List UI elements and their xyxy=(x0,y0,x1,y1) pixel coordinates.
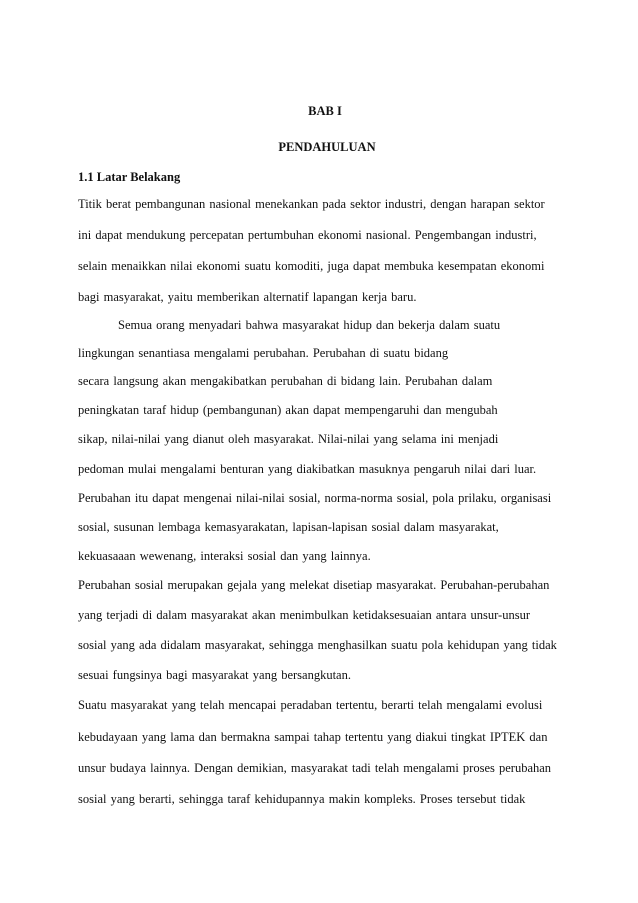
paragraph-line: sosial, susunan lembaga kemasyarakatan, lapisan-lapisan sosial dalam masyarakat, xyxy=(78,520,499,534)
section-heading: 1.1 Latar Belakang xyxy=(78,170,181,184)
chapter-number: BAB I xyxy=(308,104,342,118)
paragraph-line: Perubahan sosial merupakan gejala yang melekat disetiap masyarakat. Perubahan-perubahan xyxy=(78,578,550,592)
paragraph-line: Suatu masyarakat yang telah mencapai peradaban tertentu, berarti telah mengalami evolusi xyxy=(78,698,543,712)
paragraph-line: pedoman mulai mengalami benturan yang diakibatkan masuknya pengaruh nilai dari luar. xyxy=(78,462,537,476)
paragraph-line: kekuasaaan wewenang, interaksi sosial dan yang lainnya. xyxy=(78,549,371,563)
paragraph-line: sesuai fungsinya bagi masyarakat yang bersangkutan. xyxy=(78,668,351,682)
paragraph-line: Perubahan itu dapat mengenai nilai-nilai sosial, norma-norma sosial, pola prilaku, organisasi xyxy=(78,491,552,505)
paragraph-line: lingkungan senantiasa mengalami perubahan. Perubahan di suatu bidang xyxy=(78,346,449,360)
paragraph-line: Titik berat pembangunan nasional menekankan pada sektor industri, dengan harapan sektor xyxy=(78,197,545,211)
paragraph-line: peningkatan taraf hidup (pembangunan) akan dapat mempengaruhi dan mengubah xyxy=(78,403,498,417)
paragraph-line: ini dapat mendukung percepatan pertumbuhan ekonomi nasional. Pengembangan industri, xyxy=(78,228,537,242)
paragraph-line: kebudayaan yang lama dan bermakna sampai tahap tertentu yang diakui tingkat IPTEK dan xyxy=(78,730,548,744)
paragraph-line: selain menaikkan nilai ekonomi suatu komoditi, juga dapat membuka kesempatan ekonomi xyxy=(78,259,545,273)
paragraph-line: unsur budaya lainnya. Dengan demikian, masyarakat tadi telah mengalami proses perubahan xyxy=(78,761,552,775)
paragraph-line: yang terjadi di dalam masyarakat akan menimbulkan ketidaksesuaian antara unsur-unsur xyxy=(78,608,530,622)
chapter-title: PENDAHULUAN xyxy=(278,140,376,154)
paragraph-line: sosial yang ada didalam masyarakat, sehingga menghasilkan suatu pola kehidupan yang tidak xyxy=(78,638,557,652)
paragraph-line: sikap, nilai-nilai yang dianut oleh masyarakat. Nilai-nilai yang selama ini menjadi xyxy=(78,432,499,446)
paragraph-line: bagi masyarakat, yaitu memberikan alternatif lapangan kerja baru. xyxy=(78,290,417,304)
paragraph-line: secara langsung akan mengakibatkan perubahan di bidang lain. Perubahan dalam xyxy=(78,374,493,388)
paragraph-line: sosial yang berarti, sehingga taraf kehidupannya makin kompleks. Proses tersebut tidak xyxy=(78,792,526,806)
paragraph-line: Semua orang menyadari bahwa masyarakat hidup dan bekerja dalam suatu xyxy=(118,318,501,332)
